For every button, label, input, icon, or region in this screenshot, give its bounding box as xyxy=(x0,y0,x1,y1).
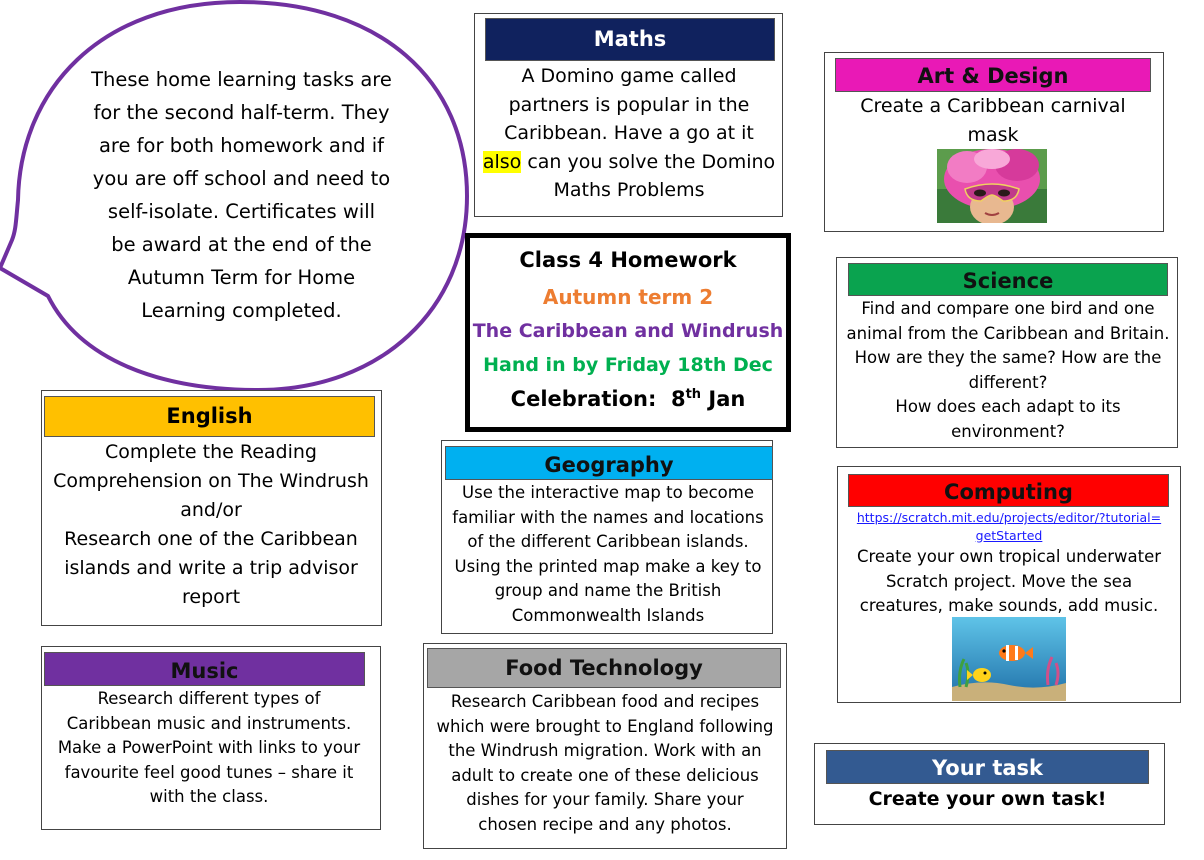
science-line: environment? xyxy=(951,421,1065,441)
computing-heading: Computing xyxy=(848,474,1169,507)
english-line: report xyxy=(181,586,241,608)
music-text xyxy=(46,687,372,810)
art-line: mask xyxy=(967,124,1019,146)
your-task-text: Create your own task! xyxy=(868,788,1107,810)
art-line: Create a Caribbean carnival xyxy=(860,95,1126,117)
science-line: animal from the Caribbean and Britain. xyxy=(846,323,1170,343)
topic-title: The Caribbean and Windrush xyxy=(472,320,784,342)
maths-line: partners is popular in the xyxy=(508,93,750,116)
class-title: Class 4 Homework xyxy=(519,248,737,272)
maths-line-rest: can you solve the Domino xyxy=(521,150,776,173)
computing-line: Scratch project. Move the sea xyxy=(885,571,1133,591)
english-heading: English xyxy=(44,396,375,437)
science-line: How are they the same? How are the xyxy=(854,348,1162,367)
intro-line: Autumn Term for Home xyxy=(127,266,356,289)
science-text xyxy=(842,297,1174,444)
scratch-link-line[interactable]: https://scratch.mit.edu/projects/editor/?tutorial= xyxy=(856,510,1162,525)
food-technology-text xyxy=(430,690,780,837)
maths-line: A Domino game called xyxy=(521,65,737,87)
intro-line: you are off school and need to xyxy=(92,167,391,190)
english-line: Research one of the Caribbean xyxy=(64,528,358,550)
science-heading: Science xyxy=(848,263,1168,296)
science-line: Find and compare one bird and one xyxy=(861,299,1155,318)
maths-line: Caribbean. Have a go at it xyxy=(504,122,754,144)
celebration-date xyxy=(470,387,786,411)
computing-text xyxy=(844,545,1174,619)
maths-text xyxy=(482,62,776,205)
science-line: How does each adapt to its xyxy=(895,397,1121,416)
computing-line: creatures, make sounds, add music. xyxy=(859,596,1159,615)
geography-line: Using the printed map make a key to xyxy=(454,556,762,576)
scratch-link-line[interactable]: getStarted xyxy=(975,527,1043,543)
music-heading: Music xyxy=(44,652,365,686)
geography-heading: Geography xyxy=(445,446,773,480)
food-line: chosen recipe and any photos. xyxy=(478,814,732,834)
geography-line: Use the interactive map to become xyxy=(462,483,754,502)
music-line: Make a PowerPoint with links to your xyxy=(57,738,361,757)
english-line: Complete the Reading xyxy=(105,441,317,463)
geography-line: group and name the British xyxy=(494,581,722,600)
food-technology-heading: Food Technology xyxy=(427,648,781,688)
celebration-month: Jan xyxy=(708,387,746,411)
art-text xyxy=(840,92,1146,150)
geography-line: Commonwealth Islands xyxy=(511,605,705,625)
english-line: and/or xyxy=(180,499,242,521)
intro-text xyxy=(84,63,399,327)
music-line: Research different types of xyxy=(97,689,321,708)
geography-text xyxy=(446,481,770,628)
term-label: Autumn term 2 xyxy=(542,285,714,309)
intro-line: Learning completed. xyxy=(141,299,342,322)
celebration-suffix: th xyxy=(685,387,702,402)
science-line: different? xyxy=(968,372,1048,392)
art-heading: Art & Design xyxy=(835,58,1151,92)
celebration-label: Celebration: xyxy=(510,387,657,411)
intro-line: be award at the end of the xyxy=(111,233,372,256)
celebration-day: 8 xyxy=(670,387,686,411)
maths-heading: Maths xyxy=(485,18,775,61)
food-line: dishes for your family. Share your xyxy=(466,790,744,809)
scratch-link[interactable] xyxy=(846,509,1172,544)
english-line: Comprehension on The Windrush xyxy=(53,470,369,492)
music-line: favourite feel good tunes – share it xyxy=(64,762,354,782)
intro-line: are for both homework and if xyxy=(98,134,385,157)
english-line: islands and write a trip advisor xyxy=(64,557,358,579)
carnival-mask-photo xyxy=(937,149,1047,223)
intro-line: for the second half-term. They xyxy=(93,101,390,124)
food-line: adult to create one of these delicious xyxy=(451,765,759,785)
intro-line: These home learning tasks are xyxy=(91,68,392,91)
geography-line: familiar with the names and locations xyxy=(452,507,764,527)
food-line: the Windrush migration. Work with an xyxy=(448,741,762,760)
intro-line: self-isolate. Certificates will xyxy=(107,200,376,223)
hand-in-date: Hand in by Friday 18th Dec xyxy=(483,354,773,376)
geography-line: of the different Caribbean islands. xyxy=(467,532,749,551)
music-line: with the class. xyxy=(149,787,269,806)
food-line: which were brought to England following xyxy=(436,716,774,736)
maths-line xyxy=(482,148,776,177)
maths-line: Maths Problems xyxy=(553,179,705,201)
food-line: Research Caribbean food and recipes xyxy=(450,692,760,711)
english-text xyxy=(47,438,375,612)
your-task-heading: Your task xyxy=(826,750,1149,784)
underwater-fish-scene xyxy=(952,617,1066,701)
highlighted-word: also xyxy=(482,150,522,173)
music-line: Caribbean music and instruments. xyxy=(66,713,352,733)
computing-line: Create your own tropical underwater xyxy=(856,547,1162,566)
